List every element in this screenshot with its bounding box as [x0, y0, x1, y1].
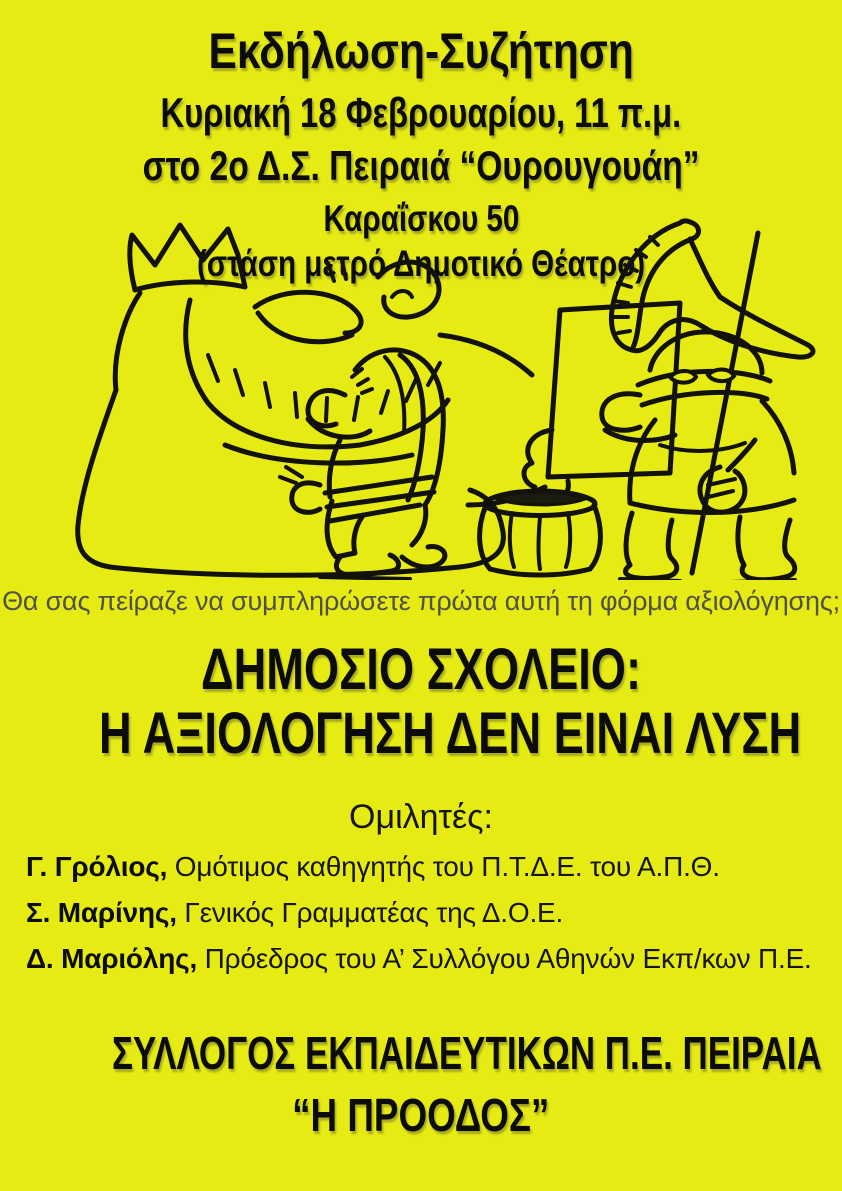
organizer-subname-text: “Η ΠΡΟΟΔΟΣ”: [292, 1089, 550, 1141]
speaker-2-name: Σ. Μαρίνης,: [26, 897, 177, 928]
event-date-text: Κυριακή 18 Φεβρουαρίου, 11 π.μ.: [160, 89, 682, 136]
organizer-name: [0, 1026, 842, 1080]
speaker-row-3: [26, 943, 842, 975]
event-directions-text: (στάση μετρό Δημοτικό Θέατρο): [196, 243, 646, 284]
cartoon-illustration: [40, 205, 820, 580]
speaker-3-name: Δ. Μαριόλης,: [26, 943, 198, 974]
organizer-name-text: ΣΥΛΛΟΓΟΣ ΕΚΠΑΙΔΕΥΤΙΚΩΝ Π.Ε. ΠΕΙΡΑΙΑ: [112, 1027, 822, 1079]
axe-icon: [611, 221, 813, 357]
event-address-text: Καραΐσκου 50: [323, 198, 519, 239]
event-date: [0, 89, 842, 137]
speaker-1-name: Γ. Γρόλιος,: [26, 851, 168, 882]
poster-title: [0, 22, 842, 80]
headline-line2: [0, 700, 842, 767]
speaker-1-role: Ομότιμος καθηγητής του Π.Τ.Δ.Ε. του Α.Π.Θ.: [174, 851, 720, 882]
caption-question-text: Θα σας πείραζε να συμπληρώσετε πρώτα αυτή τη φόρμα αξιολόγησης;: [2, 586, 840, 616]
headline-line1: [0, 636, 842, 703]
event-venue-text: στο 2ο Δ.Σ. Πειραιά “Ουρουγουάη”: [142, 142, 700, 189]
organizer-subname: [0, 1088, 842, 1142]
headline-line1-text: ΔΗΜΟΣΙΟ ΣΧΟΛΕΙΟ:: [200, 637, 642, 702]
axe-pole: [692, 233, 758, 573]
speaker-row-1: [26, 851, 842, 883]
king-figure: [78, 225, 680, 575]
caption-question: [0, 586, 842, 617]
speaker-row-2: [26, 897, 842, 929]
speaker-2-role: Γενικός Γραμματέας της Δ.Ο.Ε.: [184, 897, 564, 928]
poster-title-text: Εκδήλωση-Συζήτηση: [208, 23, 634, 79]
speakers-heading: [0, 798, 842, 837]
speakers-heading-text: Ομιλητές:: [349, 798, 493, 836]
event-venue: [0, 142, 842, 190]
headline-line2-text: Η ΑΞΙΟΛΟΓΗΣΗ ΔΕΝ ΕΙΝΑΙ ΛΥΣΗ: [99, 701, 802, 766]
speaker-3-role: Πρόεδρος του Α’ Συλλόγου Αθηνών Εκπ/κων Π.Ε.: [204, 943, 812, 974]
